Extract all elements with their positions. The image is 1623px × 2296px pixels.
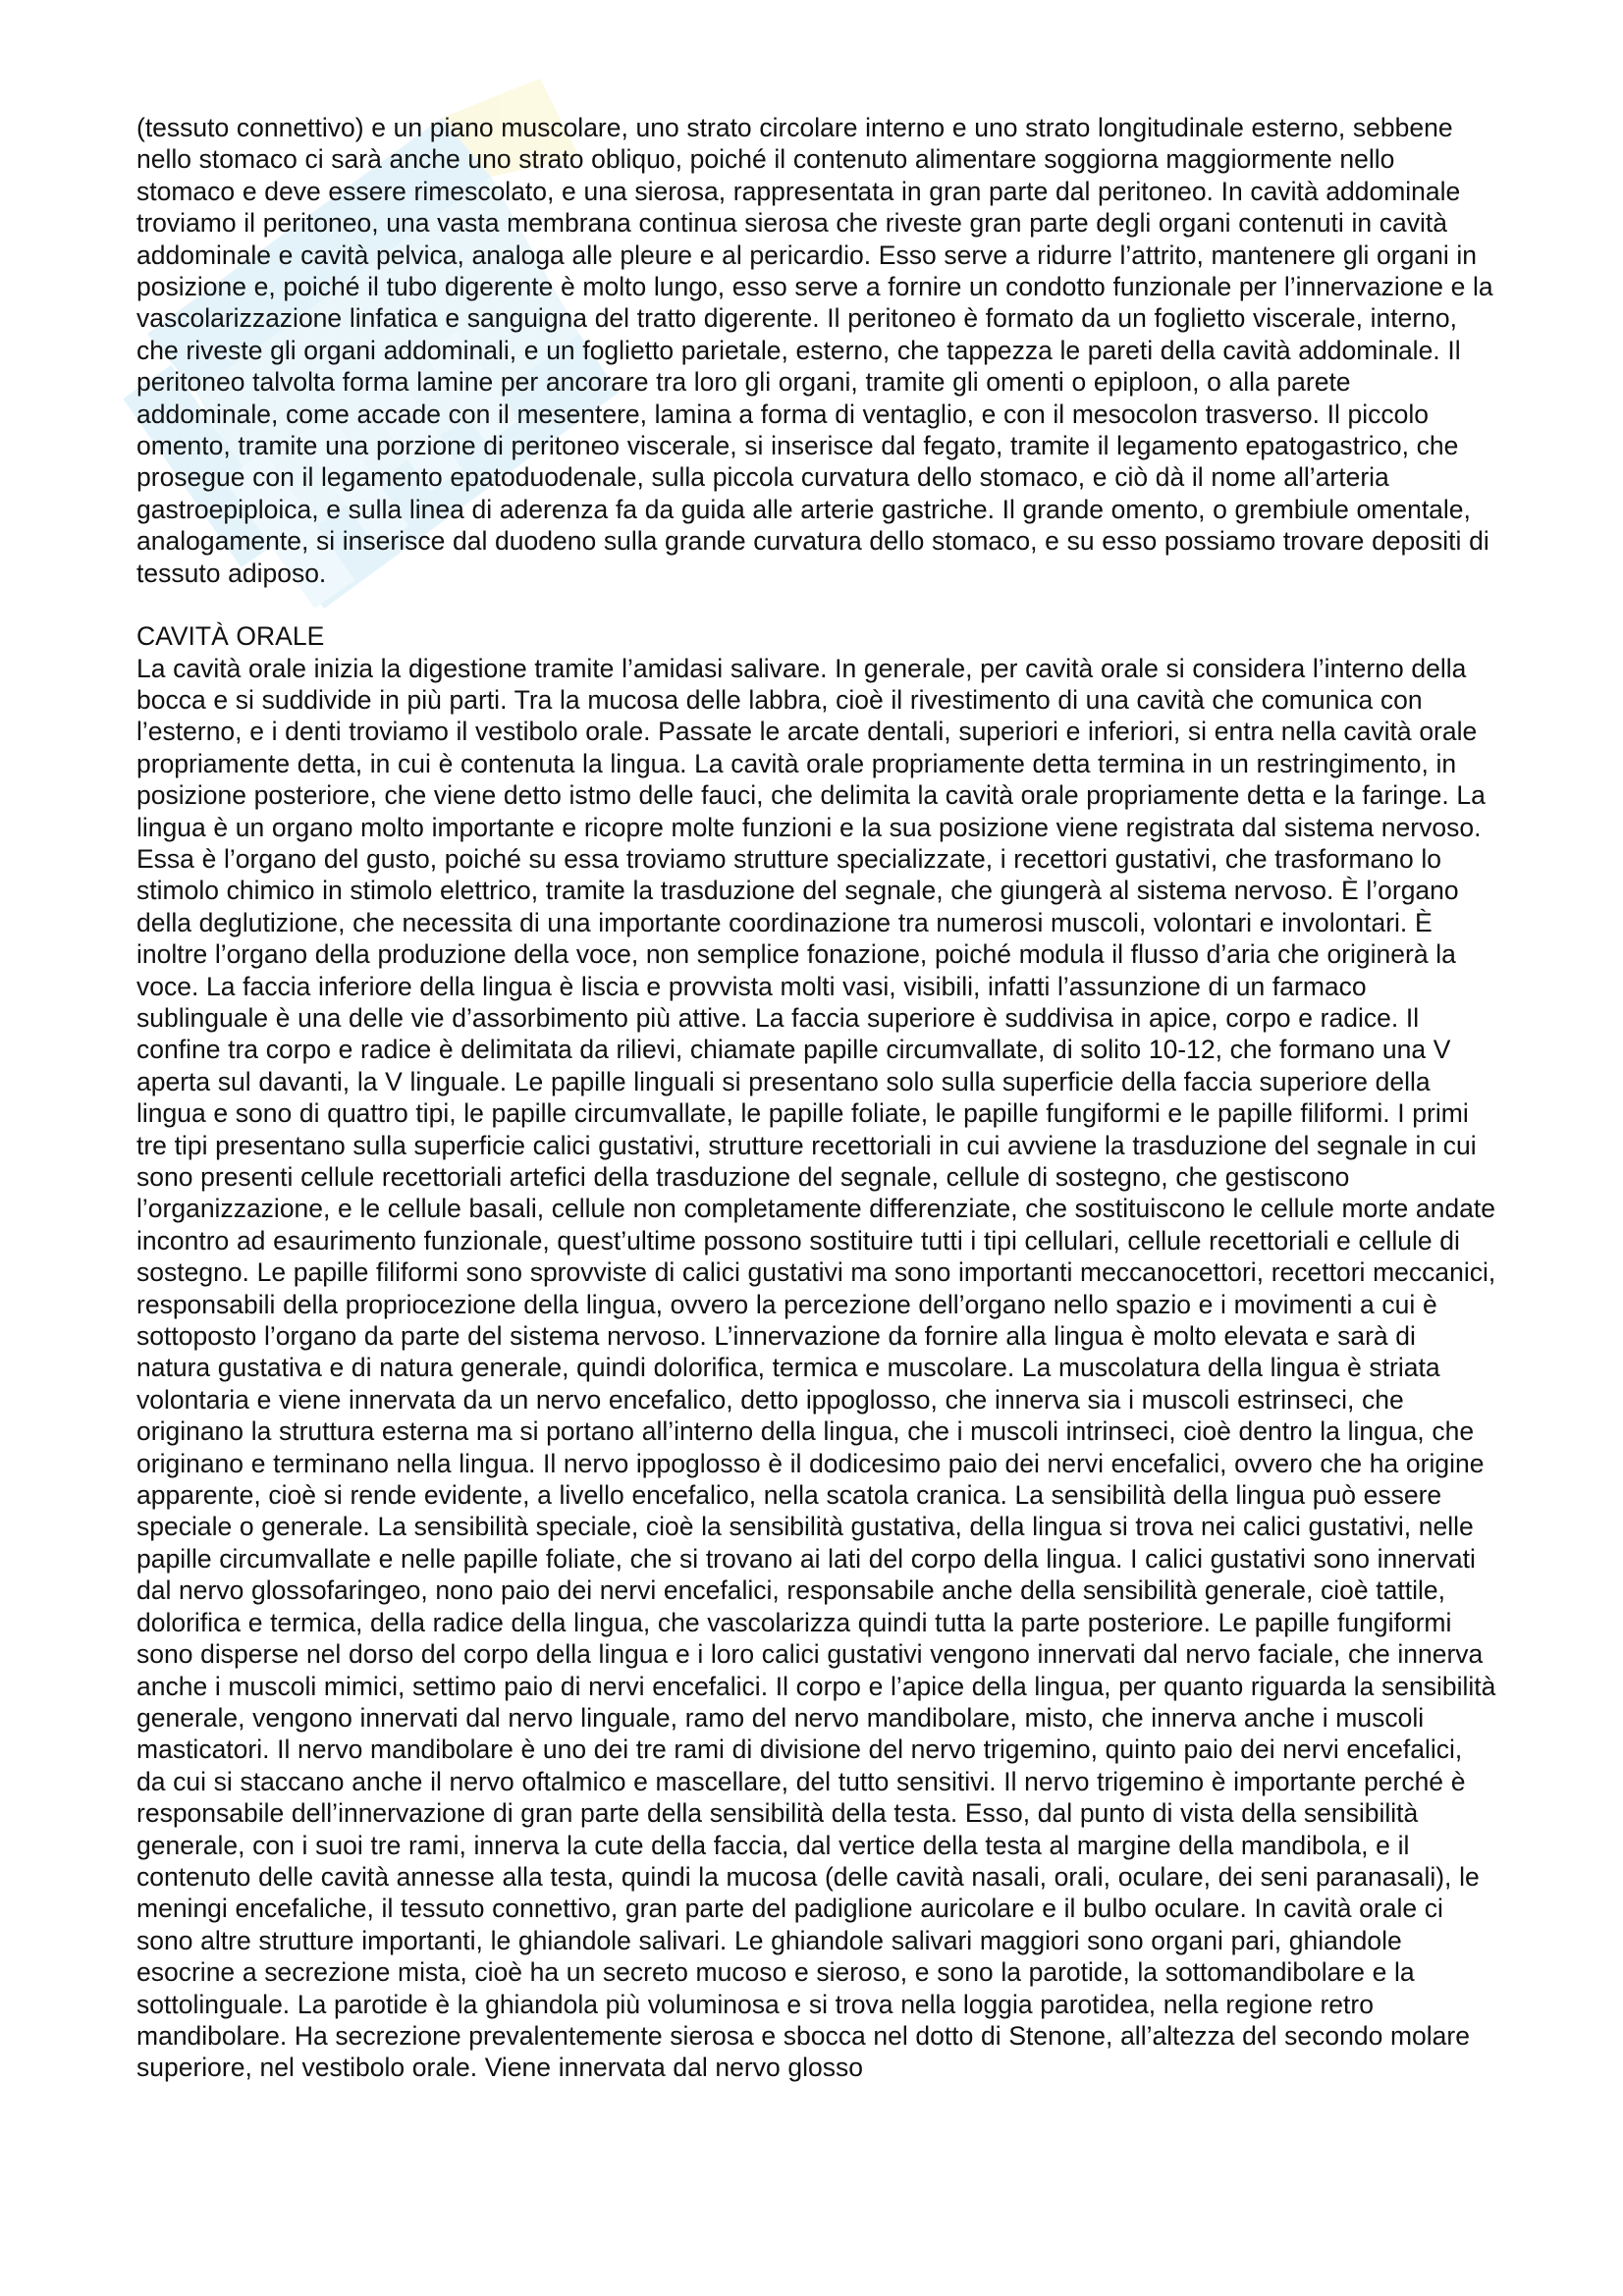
paragraph-cavita-orale: La cavità orale inizia la digestione tramite l’amidasi salivare. In generale, per cavità orale si considera l’interno della bocca e si suddivide in più parti. Tra la mucosa delle labbra, cioè il rivestimento di una cavità che comunica con l’esterno, e i denti troviamo il vestibolo orale. Passate le arcate dentali, superiori e inferiori, si entra nella cavità orale propriamente detta, in cui è contenuta la lingua. La cavità orale propriamente detta termina in un restringimento, in posizione posteriore, che viene detto istmo delle fauci, che delimita la cavità orale propriamente detta e la faringe. La lingua è un organo molto importante e ricopre molte funzioni e la sua posizione viene registrata dal sistema nervoso. Essa è l’organo del gusto, poiché su essa troviamo strutture specializzate, i recettori gustativi, che trasformano lo stimolo chimico in stimolo elettrico, tramite la trasduzione del segnale, che giungerà al sistema nervoso. È l’organo della deglutizione, che necessita di una importante coordinazione tra numerosi muscoli, volontari e involontari. È inoltre l’organo della produzione della voce, non semplice fonazione, poiché modula il flusso d’aria che originerà la voce. La faccia inferiore della lingua è liscia e provvista molti vasi, visibili, infatti l’assunzione di un farmaco sublinguale è una delle vie d’assorbimento più attive. La faccia superiore è suddivisa in apice, corpo e radice. Il confine tra corpo e radice è delimitata da rilievi, chiamate papille circumvallate, di solito 10-12, che formano una V aperta sul davanti, la V linguale. Le papille linguali si presentano solo sulla superficie della faccia superiore della lingua e sono di quattro tipi, le papille circumvallate, le papille foliate, le papille fungiformi e le papille filiformi. I primi tre tipi presentano sulla superficie calici gustativi, strutture recettoriali in cui avviene la trasduzione del segnale in cui sono presenti cellule recettoriali artefici della trasduzione del segnale, cellule di sostegno, che gestiscono l’organizzazione, e le cellule basali, cellule non completamente differenziate, che sostituiscono le cellule morte andate incontro ad esaurimento funzionale, quest’ultime possono sostituire tutti i tipi cellulari, cellule recettoriali e cellule di sostegno. Le papille filiformi sono sprovviste di calici gustativi ma sono importanti meccanocettori, recettori meccanici, responsabili della propriocezione della lingua, ovvero la percezione dell’organo nello spazio e i movimenti a cui è sottoposto l’organo da parte del sistema nervoso. L’innervazione da fornire alla lingua è molto elevata e sarà di natura gustativa e di natura generale, quindi dolorifica, termica e muscolare. La muscolatura della lingua è striata volontaria e viene innervata da un nervo encefalico, detto ippoglosso, che innerva sia i muscoli estrinseci, che originano la struttura esterna ma si portano all’interno della lingua, che i muscoli intrinseci, cioè dentro la lingua, che originano e terminano nella lingua. Il nervo ippoglosso è il dodicesimo paio dei nervi encefalici, ovvero che ha origine apparente, cioè si rende evidente, a livello encefalico, nella scatola cranica. La sensibilità della lingua può essere speciale o generale. La sensibilità speciale, cioè la sensibilità gustativa, della lingua si trova nei calici gustativi, nelle papille circumvallate e nelle papille foliate, che si trovano ai lati del corpo della lingua. I calici gustativi sono innervati dal nervo glossofaringeo, nono paio dei nervi encefalici, responsabile anche della sensibilità generale, cioè tattile, dolorifica e termica, della radice della lingua, che vascolarizza quindi tutta la parte posteriore. Le papille fungiformi sono disperse nel dorso del corpo della lingua e i loro calici gustativi vengono innervati dal nervo faciale, che innerva anche i muscoli mimici, settimo paio di nervi encefalici. Il corpo e l’apice della lingua, per quanto riguarda la sensibilità generale, vengono innervati dal nervo linguale, ramo del nervo mandibolare, misto, che innerva anche i muscoli masticatori. Il nervo mandibolare è uno dei tre rami di divisione del nervo trigemino, quinto paio dei nervi encefalici, da cui si staccano anche il nervo oftalmico e mascellare, del tutto sensitivi. Il nervo trigemino è importante perché è responsabile dell’innervazione di gran parte della sensibilità della testa. Esso, dal punto di vista della sensibilità generale, con i suoi tre rami, innerva la cute della faccia, dal vertice della testa al margine della mandibola, e il contenuto delle cavità annesse alla testa, quindi la mucosa (delle cavità nasali, orali, oculare, dei seni paranasali), le meningi encefaliche, il tessuto connettivo, gran parte del padiglione auricolare e il bulbo oculare. In cavità orale ci sono altre strutture importanti, le ghiandole salivari. Le ghiandole salivari maggiori sono organi pari, ghiandole esocrine a secrezione mista, cioè ha un secreto mucoso e sieroso, e sono la parotide, la sottomandibolare e la sottolinguale. La parotide è la ghiandola più voluminosa e si trova nella loggia parotidea, nella regione retro mandibolare. Ha secrezione prevalentemente sierosa e sbocca nel dotto di Stenone, all’altezza del secondo molare superiore, nel vestibolo orale. Viene innervata dal nervo glosso bbox=[136, 653, 1496, 2083]
section-heading: CAVITÀ ORALE bbox=[136, 621, 325, 652]
document-body bbox=[136, 112, 1496, 2084]
paragraph-peritoneo: (tessuto connettivo) e un piano muscolare, uno strato circolare interno e uno strato longitudinale esterno, sebbene nello stomaco ci sarà anche uno strato obliquo, poiché il contenuto alimentare soggiorna maggiormente nello stomaco e deve essere rimescolato, e una sierosa, rappresentata in gran parte dal peritoneo. In cavità addominale troviamo il peritoneo, una vasta membrana continua sierosa che riveste gran parte degli organi contenuti in cavità addominale e cavità pelvica, analoga alle pleure e al pericardio. Esso serve a ridurre l’attrito, mantenere gli organi in posizione e, poiché il tubo digerente è molto lungo, esso serve a fornire un condotto funzionale per l’innervazione e la vascolarizzazione linfatica e sanguigna del tratto digerente. Il peritoneo è formato da un foglietto viscerale, interno, che riveste gli organi addominali, e un foglietto parietale, esterno, che tappezza le pareti della cavità addominale. Il peritoneo talvolta forma lamine per ancorare tra loro gli organi, tramite gli omenti o epiploon, o alla parete addominale, come accade con il mesentere, lamina a forma di ventaglio, e con il mesocolon trasverso. Il piccolo omento, tramite una porzione di peritoneo viscerale, si inserisce dal fegato, tramite il legamento epatogastrico, che prosegue con il legamento epatoduodenale, sulla piccola curvatura dello stomaco, e ciò dà il nome all’arteria gastroepiploica, e sulla linea di aderenza fa da guida alle arterie gastriche. Il grande omento, o grembiule omentale, analogamente, si inserisce dal duodeno sulla grande curvatura dello stomaco, e su esso possiamo trovare depositi di tessuto adiposo. bbox=[136, 113, 1493, 588]
